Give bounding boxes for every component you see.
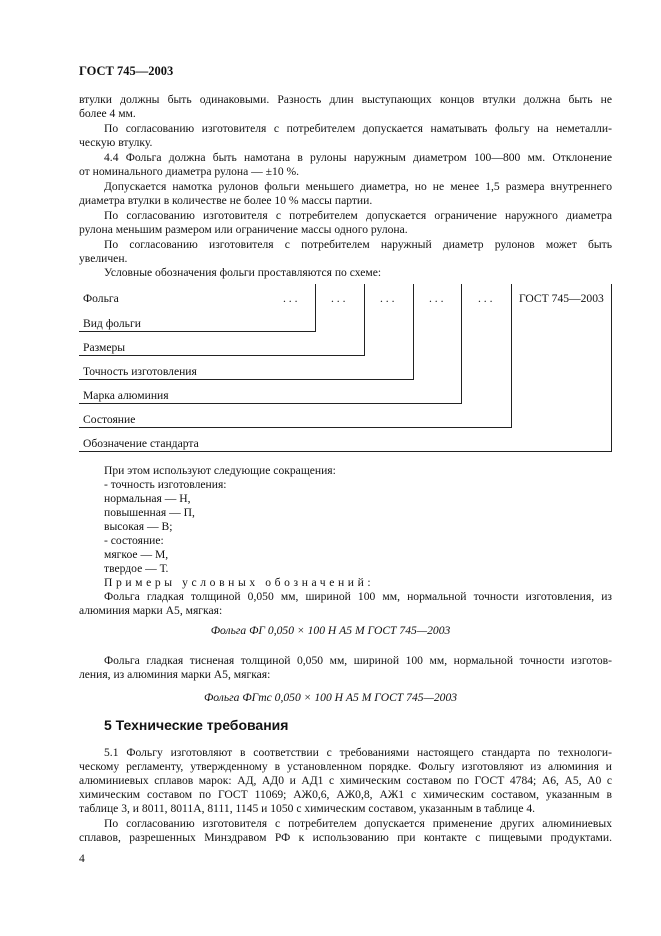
scheme-label-state: Состояние — [83, 413, 136, 426]
scheme-leader-horizontal — [79, 427, 512, 428]
scheme-product-label: Фольга — [83, 292, 119, 305]
paragraph-line: ческому регламенту, утвержденному в установленном порядке. Фольгу изготовляют из алюминия и — [79, 760, 612, 773]
paragraph-line: 5.1 Фольгу изготовляют в соответствии с требованиями настоящего стандарта по технологи- — [104, 746, 612, 759]
scheme-leader-horizontal — [79, 451, 612, 452]
abbreviation-line: - состояние: — [104, 534, 164, 547]
paragraph-line: втулки должны быть одинаковыми. Разность длин выступающих концов втулки должна быть не — [79, 93, 612, 106]
scheme-placeholder: . . . — [429, 292, 444, 305]
scheme-label-size: Размеры — [83, 341, 126, 354]
scheme-placeholder: . . . — [380, 292, 395, 305]
paragraph-line: от номинального диаметра рулона — ±10 %. — [79, 165, 300, 178]
example-formula: Фольга ФГтс 0,050 × 100 Н А5 М ГОСТ 745—2003 — [203, 691, 458, 704]
scheme-leader-horizontal — [79, 403, 462, 404]
abbreviations-intro: При этом используют следующие сокращения: — [104, 464, 336, 477]
scheme-leader-horizontal — [79, 331, 316, 332]
example-formula: Фольга ФГ 0,050 × 100 Н А5 М ГОСТ 745—2003 — [210, 624, 451, 637]
paragraph-line: По согласованию изготовителя с потребителем допускается ограничение наружного диаметра — [104, 209, 612, 222]
scheme-leader-vertical — [364, 284, 365, 356]
paragraph-line: сплавов, разрешенных Минздравом РФ к использованию при контакте с пищевыми продуктами. — [79, 831, 612, 844]
scheme-placeholder: . . . — [478, 292, 493, 305]
abbreviation-line: высокая — В; — [104, 520, 173, 533]
section-title: 5 Технические требования — [104, 717, 289, 733]
paragraph-line: алюминиевых сплавов марок: АД, АД0 и АД1 с химическим составом по ГОСТ 4784; А6, А5, А0 с — [79, 774, 612, 787]
scheme-leader-vertical — [461, 284, 462, 404]
paragraph-line: таблице 3, и 8011, 8011А, 8111, 1145 и 1050 с химическим составом, указанным в таблице 4. — [79, 802, 536, 815]
example-text-line: ления, из алюминия марки А5, мягкая: — [79, 668, 271, 681]
paragraph-line: более 4 мм. — [79, 107, 136, 120]
scheme-leader-horizontal — [79, 379, 414, 380]
scheme-leader-vertical — [413, 284, 414, 380]
paragraph-line: ческую втулку. — [79, 136, 153, 149]
page-number: 4 — [79, 852, 85, 865]
paragraph-line: рулона меньшим размером или ограничение массы одного рулона. — [79, 223, 408, 236]
paragraph-line: диаметра втулки в количестве не более 10 % массы партии. — [79, 194, 373, 207]
abbreviation-line: твердое — Т. — [104, 562, 169, 575]
paragraph-line: По согласованию изготовителя с потребителем допускается наматывать фольгу на неметалли- — [104, 122, 612, 135]
scheme-leader-vertical — [315, 284, 316, 332]
scheme-placeholder: . . . — [331, 292, 346, 305]
scheme-leader-vertical — [611, 284, 612, 452]
abbreviation-line: повышенная — П, — [104, 506, 195, 519]
document-header: ГОСТ 745—2003 — [79, 64, 174, 78]
abbreviation-line: мягкое — М, — [104, 548, 169, 561]
example-text-line: Фольга гладкая тисненая толщиной 0,050 мм, шириной 100 мм, нормальной точности изготов- — [104, 654, 612, 667]
paragraph-line: увеличен. — [79, 252, 128, 265]
scheme-label-precision: Точность изготовления — [83, 365, 197, 378]
scheme-standard-label: ГОСТ 745—2003 — [519, 292, 604, 305]
paragraph-line: Допускается намотка рулонов фольги меньшего диаметра, но не менее 1,5 размера внутреннего — [104, 180, 612, 193]
example-text-line: Фольга гладкая толщиной 0,050 мм, шириной 100 мм, нормальной точности изготовления, из — [104, 590, 612, 603]
scheme-leader-horizontal — [79, 355, 365, 356]
paragraph-line: химическим составом по ГОСТ 11069; АЖ0,6, АЖ0,8, АЖ1 с химическим составом, указанным в — [79, 788, 612, 801]
examples-heading: Примеры условных обозначений: — [104, 576, 375, 589]
scheme-leader-vertical — [511, 284, 512, 428]
abbreviation-line: - точность изготовления: — [104, 478, 227, 491]
abbreviation-line: нормальная — Н, — [104, 492, 191, 505]
scheme-placeholder: . . . — [283, 292, 298, 305]
scheme-label-type: Вид фольги — [83, 317, 141, 330]
scheme-label-grade: Марка алюминия — [83, 389, 169, 402]
paragraph-line: Условные обозначения фольги проставляются по схеме: — [104, 266, 382, 279]
scheme-label-standard: Обозначение стандарта — [83, 437, 199, 450]
paragraph-line: По согласованию изготовителя с потребителем допускается применение других алюминиевых — [104, 817, 612, 830]
paragraph-line: 4.4 Фольга должна быть намотана в рулоны наружным диаметром 100—800 мм. Отклонение — [104, 151, 612, 164]
example-text-line: алюминия марки А5, мягкая: — [79, 604, 223, 617]
paragraph-line: По согласованию изготовителя с потребителем наружный диаметр рулонов может быть — [104, 238, 612, 251]
